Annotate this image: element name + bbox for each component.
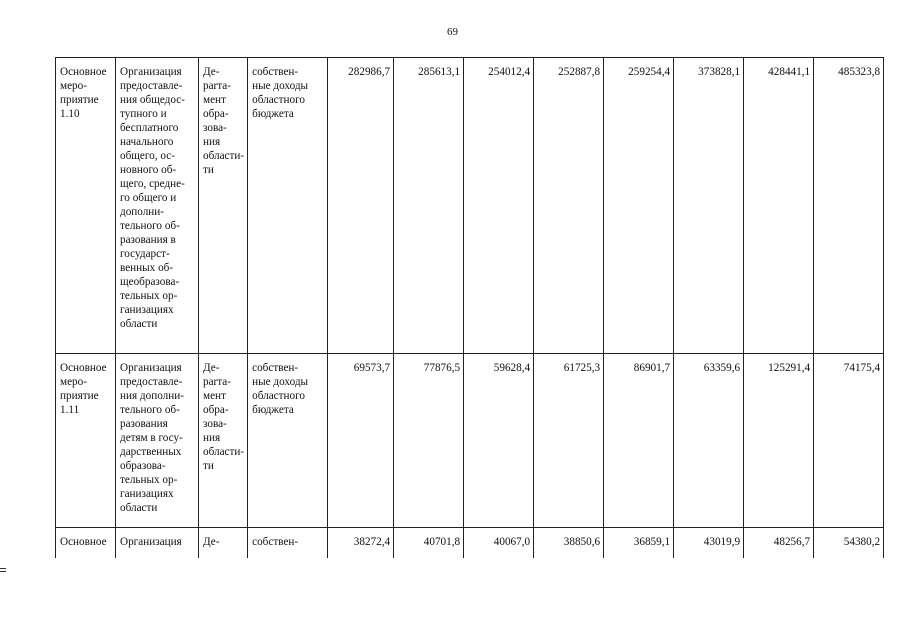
measure-cell: Основное xyxy=(56,528,116,558)
value-cell: 59628,4 xyxy=(464,354,534,528)
value-cell: 77876,5 xyxy=(394,354,464,528)
value-cell: 48256,7 xyxy=(744,528,814,558)
funding-source-cell: собствен- xyxy=(248,528,328,558)
value-cell: 285613,1 xyxy=(394,58,464,354)
value-cell: 43019,9 xyxy=(674,528,744,558)
value-cell: 63359,6 xyxy=(674,354,744,528)
executor-cell: Де- parта- мент обра- зова- ния области- ти xyxy=(199,354,248,528)
page-number: 69 xyxy=(447,26,458,38)
value-cell: 38272,4 xyxy=(328,528,394,558)
description-cell: Организация предоставле- ния дополни- тельного об- разования детям в госу- дарственных образова- тельных ор- ганизациях области xyxy=(116,354,199,528)
value-cell: 252887,8 xyxy=(534,58,604,354)
scan-edge-mark xyxy=(0,568,6,569)
value-cell: 36859,1 xyxy=(604,528,674,558)
value-cell: 54380,2 xyxy=(814,528,884,558)
value-cell: 428441,1 xyxy=(744,58,814,354)
value-cell: 61725,3 xyxy=(534,354,604,528)
description-cell: Организация предоставле- ния общедос- тупного и бесплатного начального общего, ос- новного об- щего, средне- го общего и дополни- тельного об- разования в государст- венных об- щеобразова- тельных ор- ганизациях области xyxy=(116,58,199,354)
measure-cell: Основное меро- приятие 1.10 xyxy=(56,58,116,354)
value-cell: 86901,7 xyxy=(604,354,674,528)
executor-cell: Де- parта- мент обра- зова- ния области- ти xyxy=(199,58,248,354)
value-cell: 69573,7 xyxy=(328,354,394,528)
description-cell: Организация xyxy=(116,528,199,558)
value-cell: 40701,8 xyxy=(394,528,464,558)
funding-source-cell: собствен- ные доходы областного бюджета xyxy=(248,354,328,528)
value-cell: 38850,6 xyxy=(534,528,604,558)
budget-table xyxy=(55,57,884,558)
value-cell: 254012,4 xyxy=(464,58,534,354)
value-cell: 485323,8 xyxy=(814,58,884,354)
value-cell: 74175,4 xyxy=(814,354,884,528)
table-row xyxy=(56,58,884,354)
table-row xyxy=(56,354,884,528)
table-row xyxy=(56,528,884,558)
value-cell: 125291,4 xyxy=(744,354,814,528)
measure-cell: Основное меро- приятие 1.11 xyxy=(56,354,116,528)
value-cell: 40067,0 xyxy=(464,528,534,558)
value-cell: 259254,4 xyxy=(604,58,674,354)
executor-cell: Де- xyxy=(199,528,248,558)
value-cell: 373828,1 xyxy=(674,58,744,354)
value-cell: 282986,7 xyxy=(328,58,394,354)
funding-source-cell: собствен- ные доходы областного бюджета xyxy=(248,58,328,354)
